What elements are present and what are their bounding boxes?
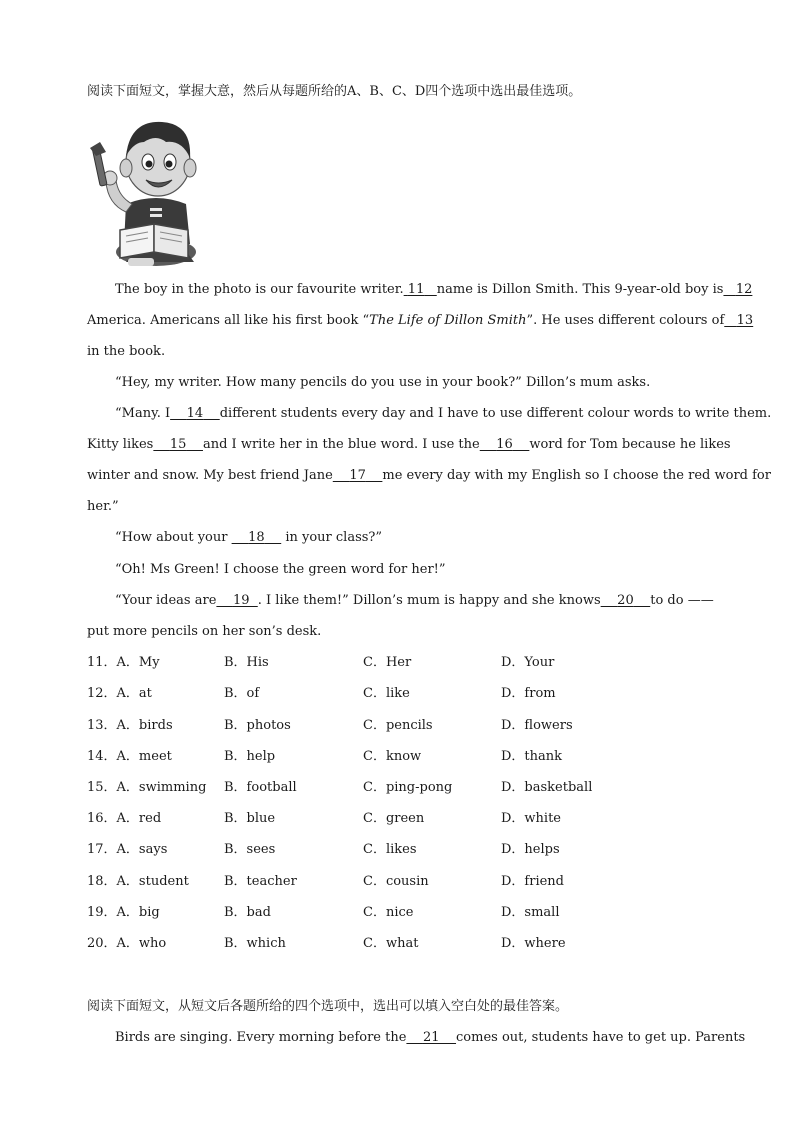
option-a[interactable]: 11．A．My — [87, 655, 160, 670]
option-b[interactable]: B．photos — [224, 718, 291, 733]
blank-11: 11 — [407, 282, 425, 297]
option-c[interactable]: C．what — [363, 936, 419, 951]
section1-instruction: 阅读下面短文，掌握大意，然后从每题所给的A、B、C、D四个选项中选出最佳选项。 — [87, 84, 582, 99]
text: comes out, students have to get up. Parents — [456, 1030, 746, 1045]
option-b[interactable]: B．His — [224, 655, 269, 670]
text: me every day with my English so I choose the red word for — [382, 468, 771, 483]
option-d[interactable]: D．basketball — [501, 780, 593, 795]
blank-21: 21 — [422, 1030, 440, 1045]
option-c[interactable]: C．know — [363, 749, 422, 764]
option-b[interactable]: B．of — [224, 686, 260, 701]
option-a[interactable]: 19．A．big — [87, 905, 160, 920]
blank-17: 17 — [349, 468, 366, 483]
text: name is Dillon Smith. This 9-year-old boy is — [436, 282, 724, 297]
question-18-options — [87, 873, 707, 891]
text: and I write her in the blue word. I use the — [202, 437, 480, 452]
passage1-line-5 — [115, 405, 772, 423]
option-a[interactable]: 17．A．says — [87, 842, 168, 857]
passage1-line-7 — [87, 467, 771, 485]
blank-13: 13 — [736, 313, 754, 328]
option-c[interactable]: C．likes — [363, 842, 417, 857]
text: winter and snow. My best friend Jane — [87, 468, 333, 483]
option-d[interactable]: D．friend — [501, 874, 564, 889]
text: to do —— — [650, 593, 714, 608]
option-d[interactable]: D．where — [501, 936, 566, 951]
blank-14: 14 — [186, 406, 204, 421]
option-b[interactable]: B．which — [224, 936, 286, 951]
passage1-line-3: in the book. — [87, 344, 166, 359]
option-a[interactable]: 12．A．at — [87, 686, 152, 701]
text: word for Tom because he likes — [529, 437, 731, 452]
option-b[interactable]: B．blue — [224, 811, 276, 826]
text: . I like them!” Dillon’s mum is happy and she knows — [257, 593, 601, 608]
blank-19: 19 — [232, 593, 250, 608]
option-d[interactable]: D．white — [501, 811, 561, 826]
option-b[interactable]: B．football — [224, 780, 297, 795]
option-d[interactable]: D．Your — [501, 655, 555, 670]
question-12-options — [87, 685, 707, 703]
option-d[interactable]: D．helps — [501, 842, 560, 857]
passage1-line-10: “Oh! Ms Green! I choose the green word for her!” — [115, 562, 446, 577]
question-20-options — [87, 935, 707, 953]
option-c[interactable]: C．nice — [363, 905, 414, 920]
passage1-line-2 — [87, 312, 754, 330]
text: different students every day and I have to use different colour words to write them. — [219, 406, 772, 421]
question-11-options — [87, 654, 707, 672]
blank-16: 16 — [496, 437, 513, 452]
question-19-options — [87, 904, 707, 922]
option-c[interactable]: C．pencils — [363, 718, 433, 733]
option-d[interactable]: D．flowers — [501, 718, 573, 733]
passage1-line-1 — [115, 281, 753, 299]
option-a[interactable]: 20．A．who — [87, 936, 167, 951]
question-13-options — [87, 717, 707, 735]
option-a[interactable]: 14．A．meet — [87, 749, 172, 764]
question-15-options — [87, 779, 707, 797]
option-d[interactable]: D．thank — [501, 749, 563, 764]
option-b[interactable]: B．teacher — [224, 874, 297, 889]
option-c[interactable]: C．like — [363, 686, 410, 701]
question-14-options — [87, 748, 707, 766]
text: ”. He uses different colours of — [526, 313, 725, 328]
option-c[interactable]: C．Her — [363, 655, 412, 670]
option-a[interactable]: 16．A．red — [87, 811, 162, 826]
option-a[interactable]: 13．A．birds — [87, 718, 173, 733]
passage1-line-4: “Hey, my writer. How many pencils do you use in your book?” Dillon’s mum asks. — [115, 375, 651, 390]
text: Kitty likes — [87, 437, 154, 452]
section2-instruction: 阅读下面短文，从短文后各题所给的四个选项中，选出可以填入空白处的最佳答案。 — [87, 999, 569, 1014]
option-b[interactable]: B．help — [224, 749, 276, 764]
text: “Many. I — [115, 406, 171, 421]
question-17-options — [87, 841, 707, 859]
blank-15: 15 — [169, 437, 187, 452]
option-a[interactable]: 15．A．swimming — [87, 780, 207, 795]
passage1-line-6 — [87, 436, 731, 454]
text: “How about your — [115, 530, 232, 545]
text: Birds are singing. Every morning before the — [115, 1030, 407, 1045]
option-b[interactable]: B．bad — [224, 905, 271, 920]
option-d[interactable]: D．small — [501, 905, 560, 920]
blank-20: 20 — [617, 593, 634, 608]
option-c[interactable]: C．green — [363, 811, 425, 826]
text: The boy in the photo is our favourite writer. — [115, 282, 404, 297]
option-d[interactable]: D．from — [501, 686, 556, 701]
option-a[interactable]: 18．A．student — [87, 874, 189, 889]
option-c[interactable]: C．ping-pong — [363, 780, 453, 795]
blank-12: 12 — [735, 282, 753, 297]
text: in your class?” — [281, 530, 383, 545]
text: “Your ideas are — [115, 593, 217, 608]
passage1-line-9 — [115, 529, 707, 547]
passage1-line-11 — [115, 592, 714, 610]
passage1-line-8: her.” — [87, 499, 119, 514]
book-title: The Life of Dillon Smith — [369, 313, 527, 328]
text: America. Americans all like his first book “ — [87, 313, 370, 328]
passage2-line-1 — [115, 1029, 746, 1047]
passage1-line-12: put more pencils on her son’s desk. — [87, 624, 322, 639]
option-c[interactable]: C．cousin — [363, 874, 429, 889]
boy-reading-illustration — [86, 112, 204, 268]
question-16-options — [87, 810, 707, 828]
option-b[interactable]: B．sees — [224, 842, 276, 857]
blank-18: 18 — [248, 530, 265, 545]
